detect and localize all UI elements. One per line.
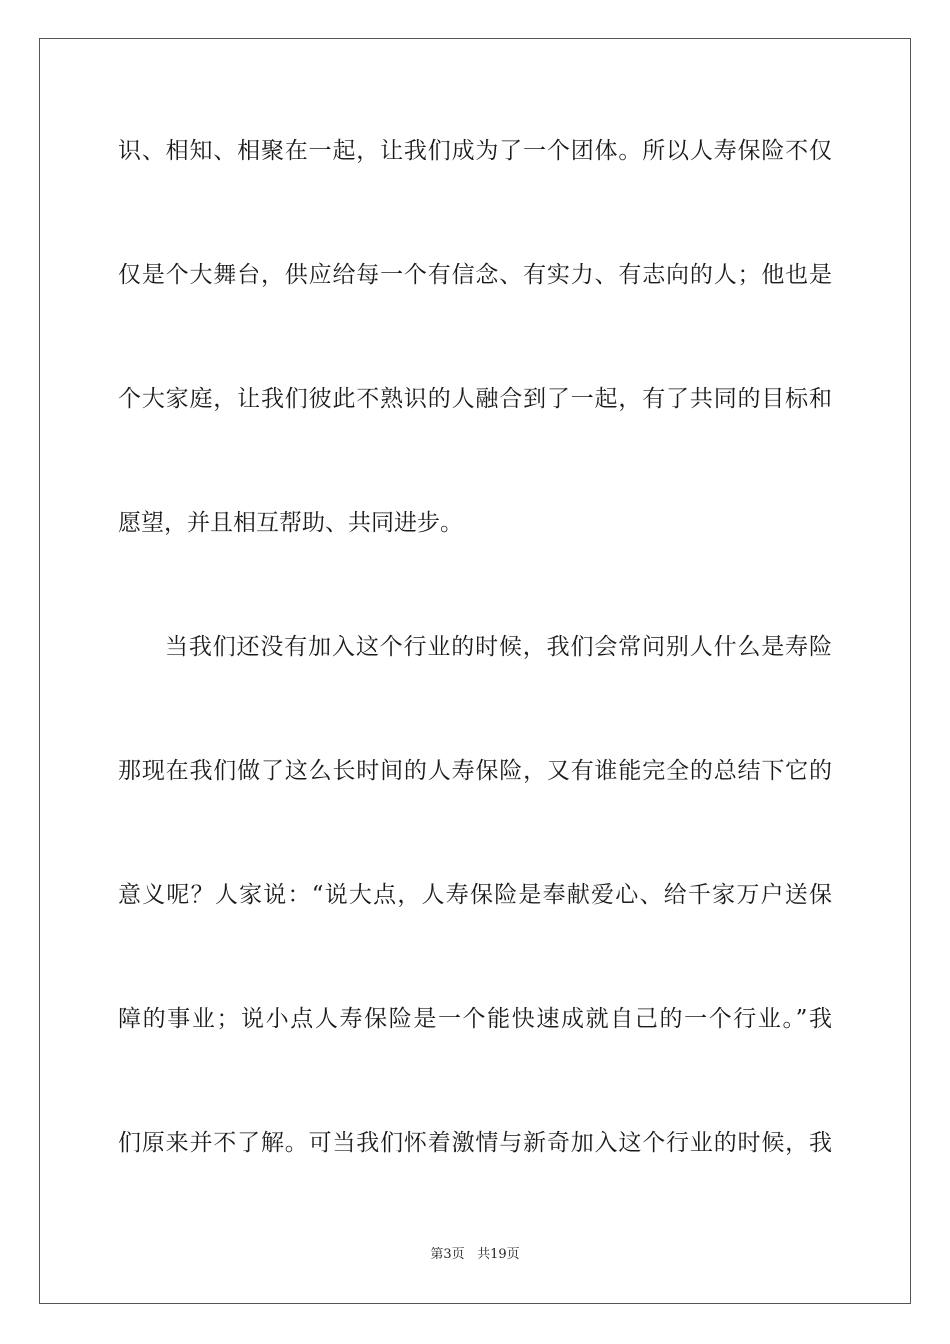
text-line-6: 那现在我们做了这么长时间的人寿保险，又有谁能完全的总结下它的: [118, 758, 832, 784]
page-border: [39, 38, 911, 1304]
page-footer: [0, 1246, 950, 1264]
page-number: 第3页: [430, 1247, 465, 1262]
page-total: 共19页: [477, 1247, 520, 1262]
text-line-5: 当我们还没有加入这个行业的时候，我们会常问别人什么是寿险: [165, 634, 832, 660]
text-line-9: 们原来并不了解。可当我们怀着激情与新奇加入这个行业的时候，我: [118, 1130, 832, 1156]
text-line-1: 识、相知、相聚在一起，让我们成为了一个团体。所以人寿保险不仅: [118, 138, 832, 164]
text-line-3: 个大家庭，让我们彼此不熟识的人融合到了一起，有了共同的目标和: [118, 386, 832, 412]
text-line-8: 障的事业；说小点人寿保险是一个能快速成就自己的一个行业。”我: [118, 1006, 832, 1032]
text-line-7: 意义呢？人家说：“说大点，人寿保险是奉献爱心、给千家万户送保: [118, 882, 832, 908]
text-line-4: 愿望，并且相互帮助、共同进步。: [118, 510, 463, 536]
text-line-2: 仅是个大舞台，供应给每一个有信念、有实力、有志向的人；他也是: [118, 262, 832, 288]
